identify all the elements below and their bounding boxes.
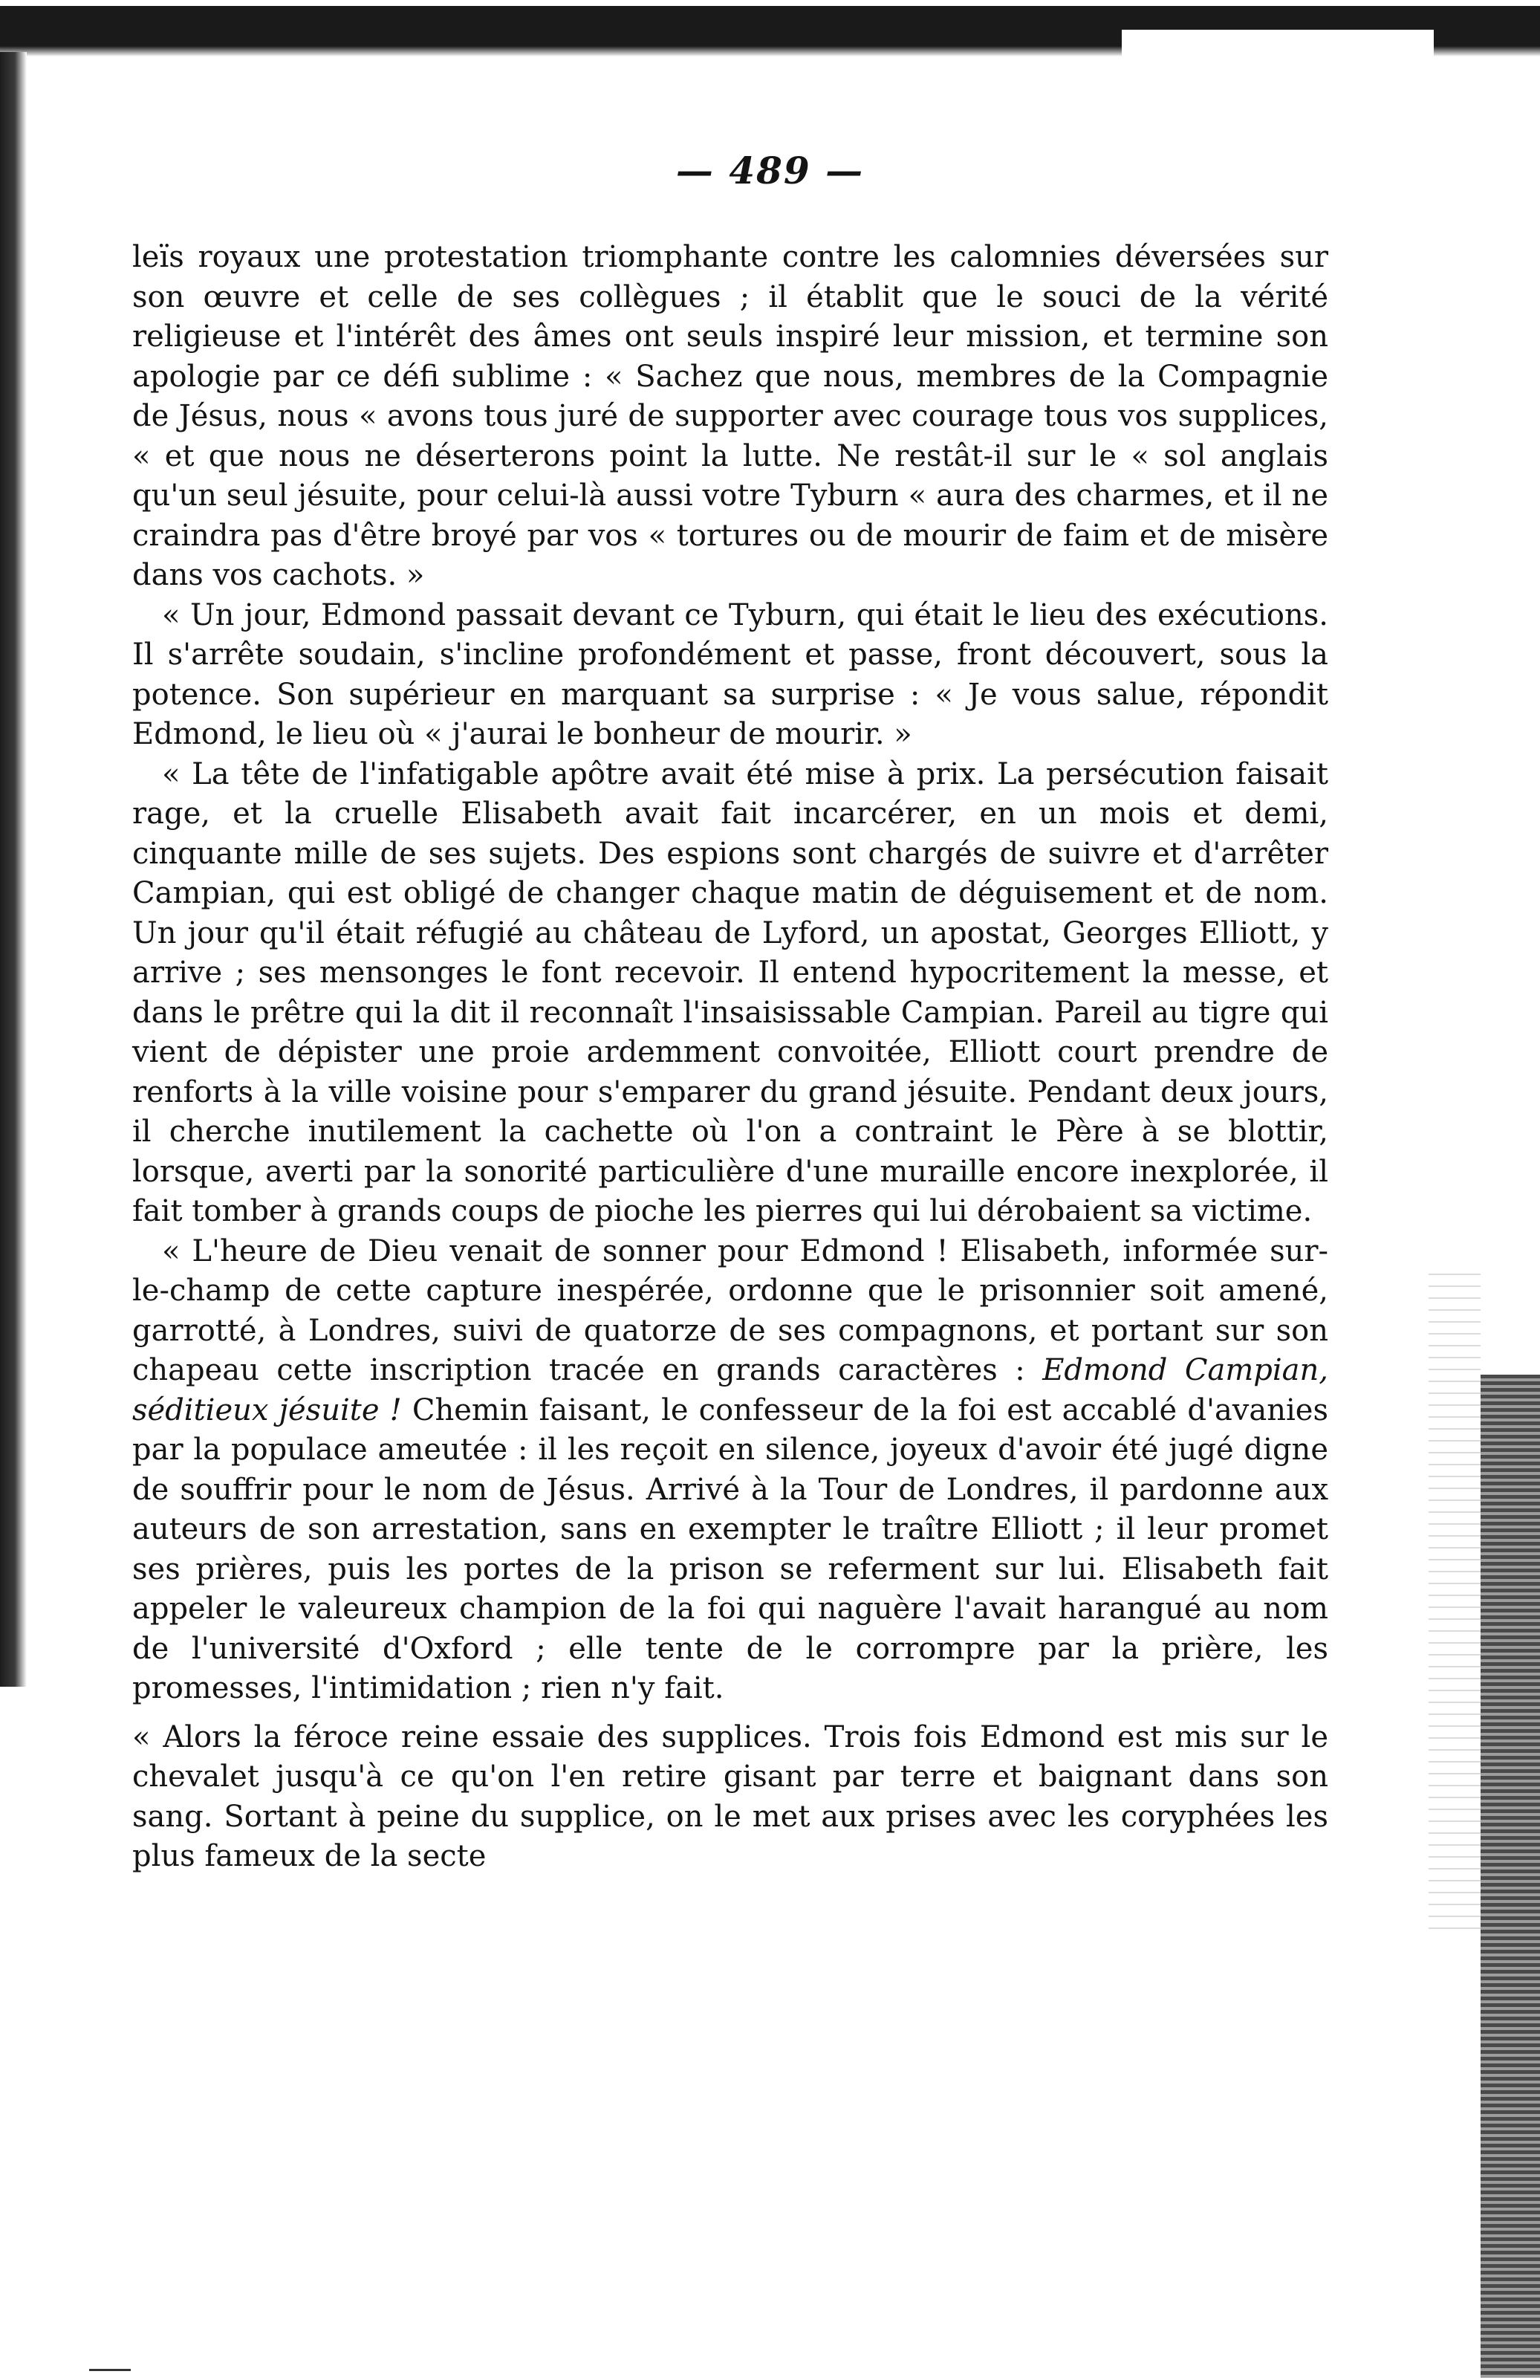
campian-inscription: Edmond Campian, séditieux jésuite !: [132, 1353, 1328, 1427]
paragraph-4: [132, 1232, 1328, 1709]
paragraph-2: « Un jour, Edmond passait devant ce Tyburn, qui était le lieu des exécutions. Il s'arrête soudain, s'incline profondément et passe, front découvert, sous la potence. Son supérieur en marquant sa surprise : « Je vous salue, répondit Edmond, le lieu où « j'aurai le bonheur de mourir. »: [132, 597, 1328, 751]
paragraph-1: leïs royaux une protestation triomphante contre les calomnies déversées sur son œuvre et celle de ses collègues ; il établit que le souci de la vérité religieuse et l'intérêt des âmes ont seuls inspiré leur mission, et termine son apologie par ce défi sublime : « Sachez que nous, membres de la Compagnie de Jésus, nous « avons tous juré de supporter avec courage tous vos supplices, « et que nous ne déserterons point la lutte. Ne restât-il sur le « sol anglais qu'un seul jésuite, pour celui-là aussi votre Tyburn « aura des charmes, et il ne craindra pas d'être broyé par vos « tortures ou de mourir de faim et de misère dans vos cachots. »: [132, 240, 1328, 592]
paragraph-4-part-2: Chemin faisant, le confesseur de la foi est accablé d'avanies par la populace ameutée : il les reçoit en silence, joyeux d'avoir été jugé digne de souffrir pour le nom de Jésus. Arrivé à la Tour de Londres, il pardonne aux auteurs de son arrestation, sans en exempter le traître Elliott ; il leur promet ses prières, puis les portes de la prison se referment sur lui. Elisabeth fait appeler le valeureux champion de la foi qui naguère l'avait harangué au nom de l'université d'Oxford ; elle tente de le corrompre par la prière, les promesses, l'intimidation ; rien n'y fait.: [132, 1392, 1328, 1705]
scan-top-border-gap: [1122, 30, 1434, 56]
paragraph-3: « La tête de l'infatigable apôtre avait été mise à prix. La persécution faisait rage, et la cruelle Elisabeth avait fait incarcérer, en un mois et demi, cinquante mille de ses sujets. Des espions sont chargés de suivre et d'arrêter Campian, qui est obligé de changer chaque matin de déguisement et de nom. Un jour qu'il était réfugié au château de Lyford, un apostat, Georges Elliott, y arrive ; ses mensonges le font recevoir. Il entend hypocritement la messe, et dans le prêtre qui la dit il reconnaît l'insaisissable Campian. Pareil au tigre qui vient de dépister une proie ardemment convoitée, Elliott court prendre de renforts à la ville voisine pour s'emparer du grand jésuite. Pendant deux jours, il cherche inutilement la cachette où l'on a contraint le Père à se blottir, lorsque, averti par la sonorité particulière d'une muraille encore inexplorée, il fait tomber à grands coups de pioche les pierres qui lui dérobaient sa victime.: [132, 756, 1328, 1228]
scan-right-speckle: [1429, 1263, 1481, 1932]
paragraph-5: « Alors la féroce reine essaie des supplices. Trois fois Edmond est mis sur le chevalet jusqu'à ce qu'on l'en retire gisant par terre et baignant dans son sang. Sortant à peine du supplice, on le met aux prises avec les coryphées les plus fameux de la secte: [132, 1719, 1328, 1873]
scan-left-edge: [0, 52, 27, 1687]
scan-bottom-mark: [89, 2369, 131, 2371]
paragraph-4-part-1: « L'heure de Dieu venait de sonner pour Edmond ! Elisabeth, informée sur-le-champ de cette capture inespérée, ordonne que le prisonnier soit amené, garrotté, à Londres, suivi de quatorze de ses compagnons, et portant sur son chapeau cette inscription tracée en grands caractères :: [132, 1233, 1328, 1387]
scan-right-edge: [1481, 1375, 1540, 2378]
page-body: [132, 238, 1328, 1877]
page-number: — 489 —: [675, 149, 865, 192]
